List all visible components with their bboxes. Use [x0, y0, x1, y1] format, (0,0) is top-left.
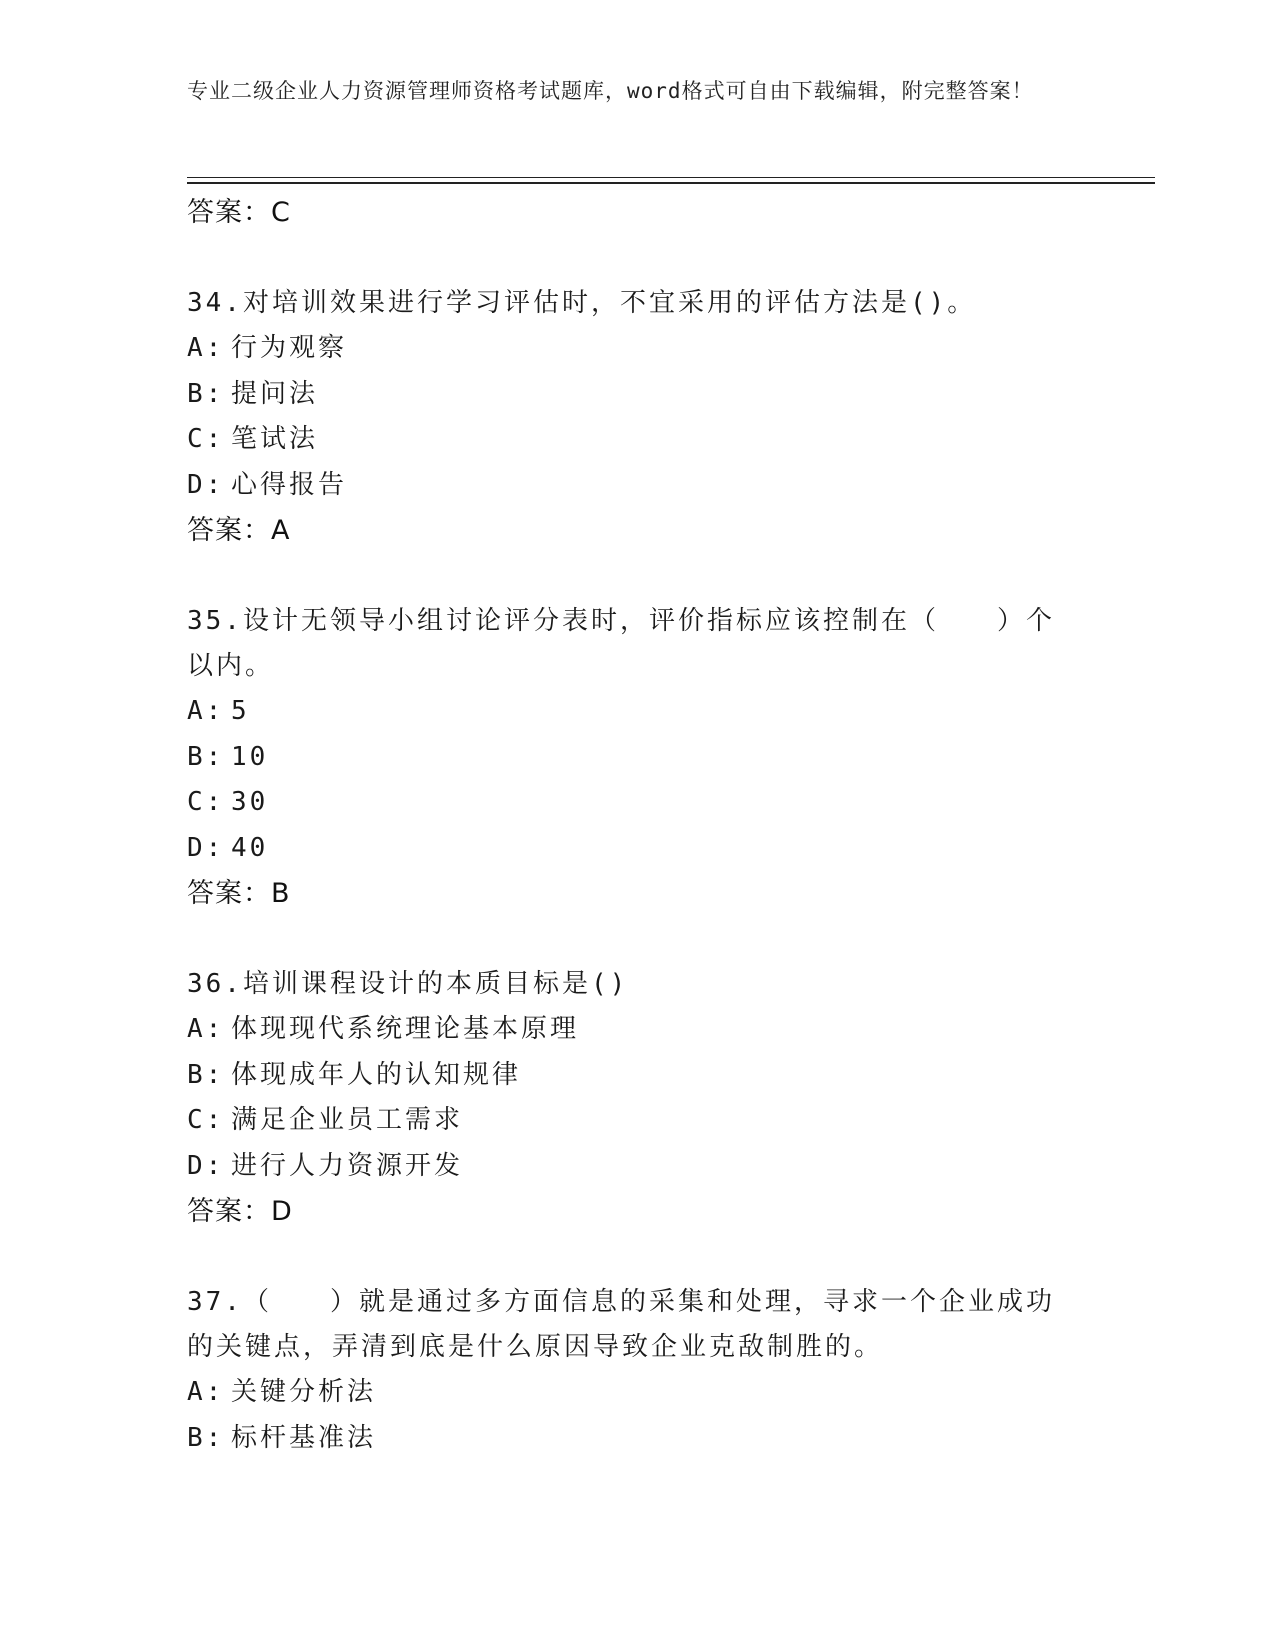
- question-stem: 34.对培训效果进行学习评估时，不宜采用的评估方法是()。: [187, 288, 977, 318]
- option-key: A:: [187, 1014, 225, 1044]
- question-list: [187, 190, 1087, 1461]
- option-key: D:: [187, 832, 225, 863]
- option-a: [187, 1370, 1087, 1416]
- option-text: 提问法: [231, 378, 319, 409]
- option-text: 心得报告: [231, 469, 348, 500]
- option-text: 5: [231, 696, 250, 726]
- option-text: 10: [231, 741, 269, 772]
- option-text: 40: [231, 832, 269, 863]
- answer-line: 答案：A: [187, 515, 291, 546]
- question-37: [187, 1280, 1087, 1461]
- option-key: B:: [187, 1422, 225, 1453]
- option-key: B:: [187, 741, 225, 772]
- question-stem: 36.培训课程设计的本质目标是(): [187, 969, 629, 999]
- option-key: C:: [187, 787, 225, 817]
- option-key: D:: [187, 469, 225, 500]
- option-text: 标杆基准法: [231, 1422, 377, 1453]
- option-b: [187, 1416, 1087, 1462]
- option-b: [187, 372, 1087, 418]
- option-d: [187, 463, 1087, 509]
- option-text: 进行人力资源开发: [231, 1150, 464, 1181]
- option-text: 行为观察: [231, 333, 348, 363]
- option-key: D:: [187, 1150, 225, 1181]
- question-36: [187, 962, 1087, 1234]
- option-d: [187, 1144, 1087, 1190]
- previous-answer: 答案：C: [187, 197, 291, 228]
- option-key: A:: [187, 1377, 225, 1407]
- option-a: [187, 689, 1087, 735]
- option-c: [187, 1098, 1087, 1144]
- option-text: 笔试法: [231, 424, 319, 454]
- header-divider-thin: [187, 177, 1155, 178]
- option-key: A:: [187, 333, 225, 363]
- question-34: [187, 281, 1087, 553]
- header-divider-thick: [187, 182, 1155, 184]
- option-text: 关键分析法: [231, 1377, 377, 1407]
- answer-line: 答案：B: [187, 878, 291, 909]
- option-key: B:: [187, 378, 225, 409]
- option-b: [187, 1053, 1087, 1099]
- option-key: B:: [187, 1059, 225, 1090]
- option-text: 满足企业员工需求: [231, 1105, 464, 1135]
- option-d: [187, 826, 1087, 872]
- option-c: [187, 780, 1087, 826]
- option-key: C:: [187, 424, 225, 454]
- option-key: A:: [187, 696, 225, 726]
- option-text: 体现现代系统理论基本原理: [231, 1014, 580, 1044]
- question-stem: 37.（ ）就是通过多方面信息的采集和处理，寻求一个企业成功的关键点，弄清到底是什么原因导致企业克敌制胜的。: [187, 1287, 1055, 1362]
- option-b: [187, 735, 1087, 781]
- option-c: [187, 417, 1087, 463]
- option-a: [187, 1007, 1087, 1053]
- option-text: 30: [231, 787, 269, 817]
- option-a: [187, 326, 1087, 372]
- question-stem: 35.设计无领导小组讨论评分表时，评价指标应该控制在（ ）个以内。: [187, 606, 1055, 681]
- question-35: [187, 599, 1087, 916]
- option-key: C:: [187, 1105, 225, 1135]
- document-header: 专业二级企业人力资源管理师资格考试题库，word格式可自由下载编辑，附完整答案！: [187, 79, 1034, 103]
- answer-line: 答案：D: [187, 1196, 293, 1227]
- option-text: 体现成年人的认知规律: [231, 1059, 522, 1090]
